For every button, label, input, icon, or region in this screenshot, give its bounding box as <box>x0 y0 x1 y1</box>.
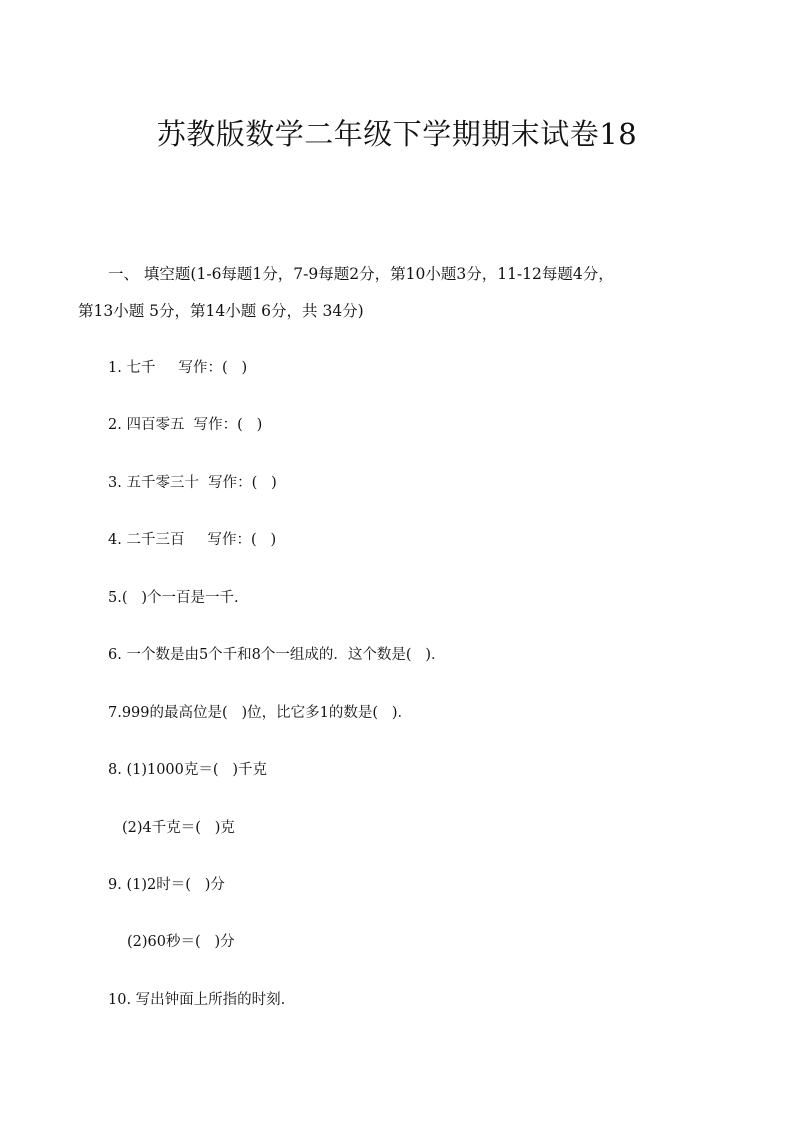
question-6: 6. 一个数是由5个千和8个一组成的．这个数是( )． <box>108 647 446 663</box>
question-9-part-2: (2)60秒＝( )分 <box>127 934 235 950</box>
question-10: 10. 写出钟面上所指的时刻. <box>108 992 286 1008</box>
question-9-part-1: 9. (1)2时＝( )分 <box>108 877 225 893</box>
question-8-part-1: 8. (1)1000克＝( )千克 <box>108 762 268 778</box>
section-heading-line-1: 一、 填空题(1-6每题1分，7-9每题2分，第10小题3分，11-12每题4分， <box>108 265 614 283</box>
section-heading-line-2: 第13小题 5分，第14小题 6分，共 34分) <box>78 302 364 320</box>
question-4: 4. 二千三百 写作：( ) <box>108 532 277 548</box>
page-title: 苏教版数学二年级下学期期末试卷18 <box>156 117 638 151</box>
question-5: 5.( )个一百是一千. <box>108 590 239 606</box>
question-7: 7.999的最高位是( )位，比它多1的数是( )． <box>108 705 413 721</box>
question-2: 2. 四百零五 写作：( ) <box>108 417 263 433</box>
question-8-part-2: (2)4千克＝( )克 <box>122 820 235 836</box>
question-3: 3. 五千零三十 写作：( ) <box>108 475 277 491</box>
question-1: 1. 七千 写作：( ) <box>108 360 248 376</box>
